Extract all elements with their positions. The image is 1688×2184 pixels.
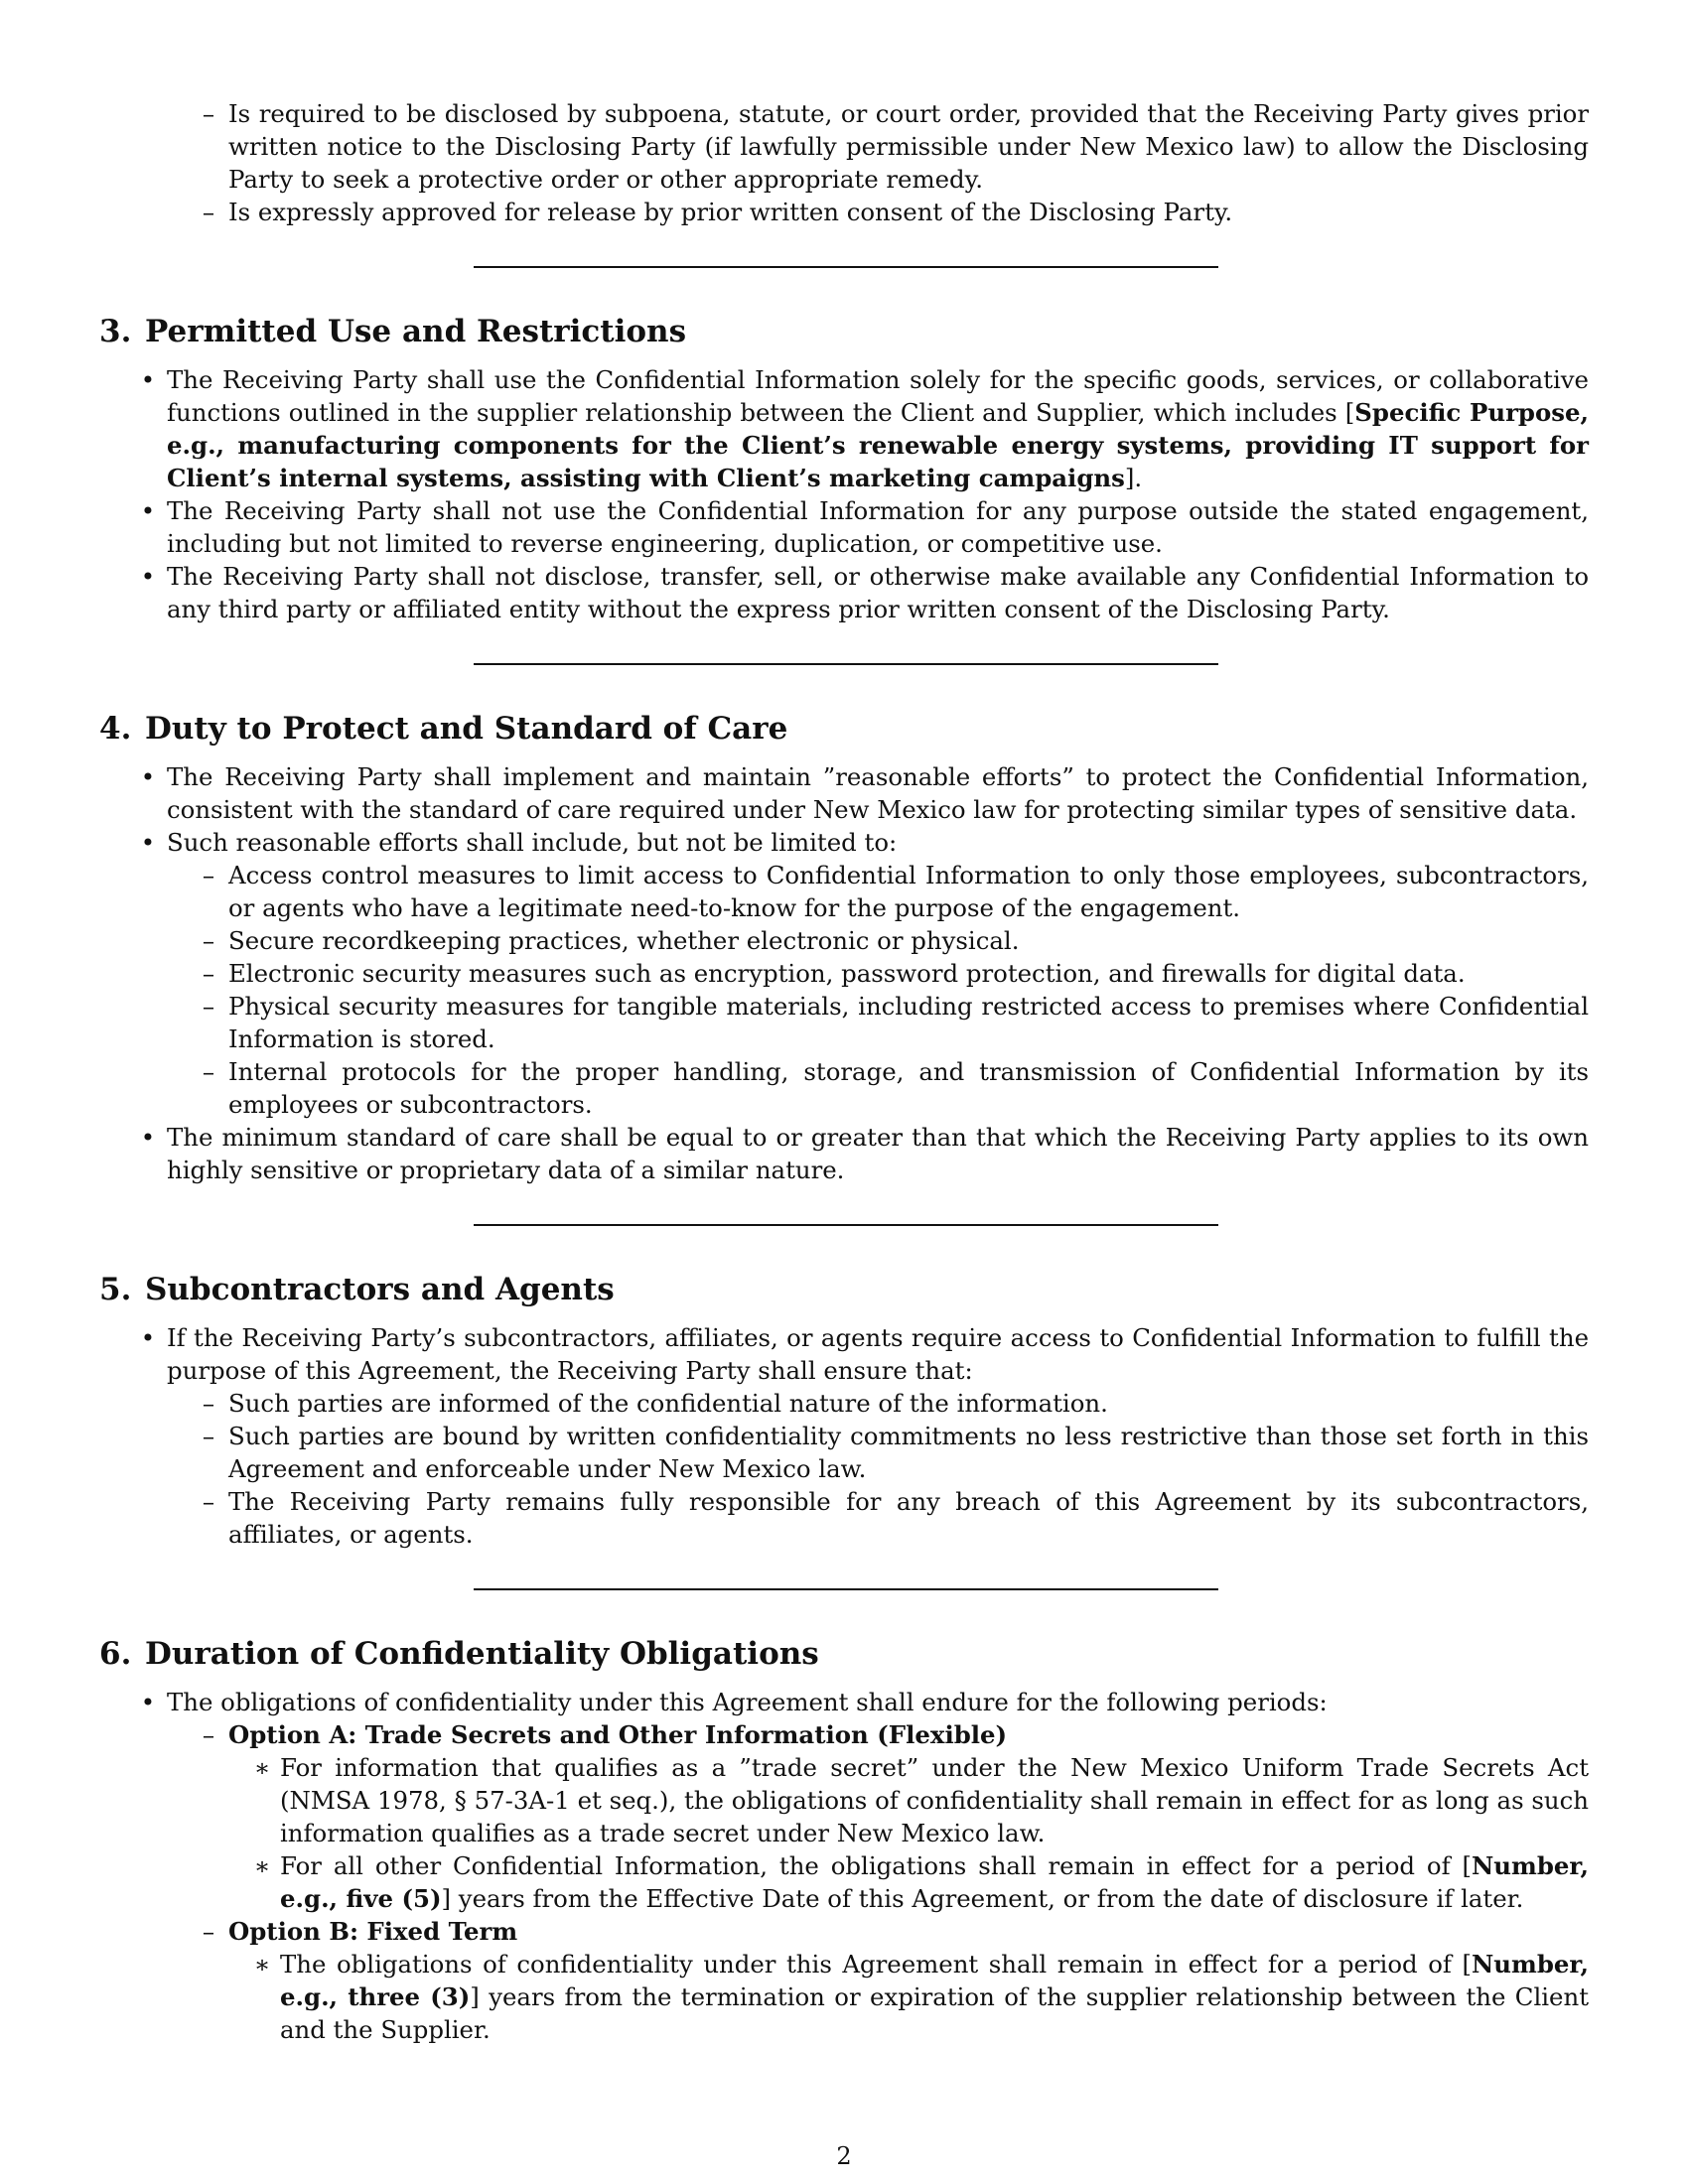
section-title: Permitted Use and Restrictions [145,314,687,349]
list-item-text: The Receiving Party shall not use the Confidential Information for any purpose outside the stated engagement, including but not limited to reverse engineering, duplication, or competitive use. [167,496,1589,558]
dash-marker: – [202,1422,215,1450]
section-title: Subcontractors and Agents [145,1272,615,1307]
section-divider [474,1588,1218,1590]
star-marker: ∗ [253,1950,271,1979]
option-title: Option B: Fixed Term [228,1917,518,1946]
section-number: 6. [99,1636,132,1672]
list-item [140,826,1589,859]
list-item-text: For information that qualifies as a ”trade secret” under the New Mexico Uniform Trade Secrets Act (NMSA 1978, § 57-3A-1 et seq.), the obligations of confidentiality shall remain in effect for as long as such information qualifies as a trade secret under New Mexico law. [280,1753,1589,1847]
list-item [253,1751,1589,1849]
list-item [202,924,1589,957]
bullet-marker: • [140,562,156,591]
list-item [253,1948,1589,2046]
dash-marker: – [202,1487,215,1516]
list-item-text: Is required to be disclosed by subpoena, statute, or court order, provided that the Receiving Party gives prior written notice to the Disclosing Party (if lawfully permissible under New Mexico law) to allow the Disclosing Party to seek a protective order or other appropriate remedy. [228,99,1589,194]
list-item [140,560,1589,625]
list-item-text: The minimum standard of care shall be equal to or greater than that which the Receiving Party applies to its own highly sensitive or proprietary data of a similar nature. [167,1123,1589,1184]
list-item-text: The Receiving Party shall implement and maintain ”reasonable efforts” to protect the Confidential Information, consistent with the standard of care required under New Mexico law for protecting similar types of sensitive data. [167,762,1589,824]
section-divider [474,663,1218,665]
placeholder-text: Number, e.g., five (5) [280,1851,1589,1913]
list-item [202,990,1589,1055]
bullet-marker: • [140,1123,156,1152]
list-item-text: Access control measures to limit access to Confidential Information to only those employees, subcontractors, or agents who have a legitimate need-to-know for the purpose of the engagement. [228,861,1589,922]
list-item-text: If the Receiving Party’s subcontractors, affiliates, or agents require access to Confidential Information to fulfill the purpose of this Agreement, the Receiving Party shall ensure that: [167,1323,1589,1385]
section-divider [474,1224,1218,1226]
star-marker: ∗ [253,1753,271,1782]
placeholder-text: Specific Purpose, e.g., manufacturing components for the Client’s renewable energy systems, providing IT support for Client’s internal systems, assisting with Client’s marketing campaigns [167,398,1589,492]
section-divider [474,266,1218,268]
section-number: 3. [99,314,132,349]
list-item [140,1121,1589,1186]
dash-marker: – [202,1917,215,1946]
list-item [202,97,1589,196]
bullet-marker: • [140,1323,156,1352]
list-item-text: Electronic security measures such as encryption, password protection, and firewalls for digital data. [228,959,1466,988]
list-item-text: The Receiving Party shall use the Confidential Information solely for the specific goods, services, or collaborative functions outlined in the supplier relationship between the Client and Supplier, which includes [ [167,365,1589,427]
bullet-marker: • [140,1688,156,1716]
list-item-text: The obligations of confidentiality under this Agreement shall endure for the following periods: [167,1688,1328,1716]
dash-marker: – [202,926,215,955]
list-item [140,1321,1589,1387]
bullet-marker: • [140,762,156,791]
list-item-text: ] years from the termination or expiration of the supplier relationship between the Client and the Supplier. [280,1982,1589,2044]
section-number: 4. [99,711,132,747]
section-heading-6 [99,1634,1589,1674]
dash-marker: – [202,198,215,226]
list-item-text: Physical security measures for tangible materials, including restricted access to premises where Confidential Information is stored. [228,992,1589,1053]
list-item-text: Is expressly approved for release by prior written consent of the Disclosing Party. [228,198,1233,226]
dash-marker: – [202,992,215,1021]
dash-marker: – [202,959,215,988]
list-item-text: Secure recordkeeping practices, whether electronic or physical. [228,926,1020,955]
page-number: 2 [836,2142,852,2170]
list-item [202,196,1589,228]
list-item-text: Internal protocols for the proper handling, storage, and transmission of Confidential Information by its employees or subcontractors. [228,1057,1589,1119]
list-item-text: For all other Confidential Information, the obligations shall remain in effect for a period of [ [280,1851,1473,1880]
list-item-text: The Receiving Party remains fully responsible for any breach of this Agreement by its subcontractors, affiliates, or agents. [228,1487,1589,1549]
list-item [140,363,1589,494]
list-item [202,1387,1589,1420]
list-item [202,859,1589,924]
list-item-text: Such parties are bound by written confidentiality commitments no less restrictive than those set forth in this Agreement and enforceable under New Mexico law. [228,1422,1589,1483]
section-heading-3 [99,312,1589,351]
dash-marker: – [202,1720,215,1749]
section-heading-5 [99,1270,1589,1309]
list-item [140,1686,1589,1718]
section-heading-4 [99,709,1589,749]
list-item [202,1718,1589,1751]
list-item-text: Such reasonable efforts shall include, but not be limited to: [167,828,898,857]
list-item-text: ]. [1124,464,1143,492]
dash-marker: – [202,1389,215,1418]
star-marker: ∗ [253,1851,271,1880]
list-item-text: The Receiving Party shall not disclose, transfer, sell, or otherwise make available any Confidential Information to any third party or affiliated entity without the express prior written consent of the Disclosing Party. [167,562,1589,623]
option-title: Option A: Trade Secrets and Other Information (Flexible) [228,1720,1008,1749]
dash-marker: – [202,99,215,128]
bullet-marker: • [140,365,156,394]
list-item-text: ] years from the Effective Date of this Agreement, or from the date of disclosure if later. [441,1884,1524,1913]
section-title: Duty to Protect and Standard of Care [145,711,788,747]
section-title: Duration of Confidentiality Obligations [145,1636,819,1672]
list-item-text: The obligations of confidentiality under this Agreement shall remain in effect for a period of [ [280,1950,1473,1979]
list-item [140,760,1589,826]
document-body [99,97,1589,2046]
dash-marker: – [202,861,215,889]
list-item [202,1055,1589,1121]
bullet-marker: • [140,496,156,525]
dash-marker: – [202,1057,215,1086]
placeholder-text: Number, e.g., three (3) [280,1950,1589,2011]
bullet-marker: • [140,828,156,857]
section-number: 5. [99,1272,132,1307]
list-item-text: Such parties are informed of the confidential nature of the information. [228,1389,1108,1418]
list-item [202,957,1589,990]
list-item [202,1485,1589,1551]
list-item [140,494,1589,560]
list-item [202,1915,1589,1948]
list-item [253,1849,1589,1915]
list-item [202,1420,1589,1485]
